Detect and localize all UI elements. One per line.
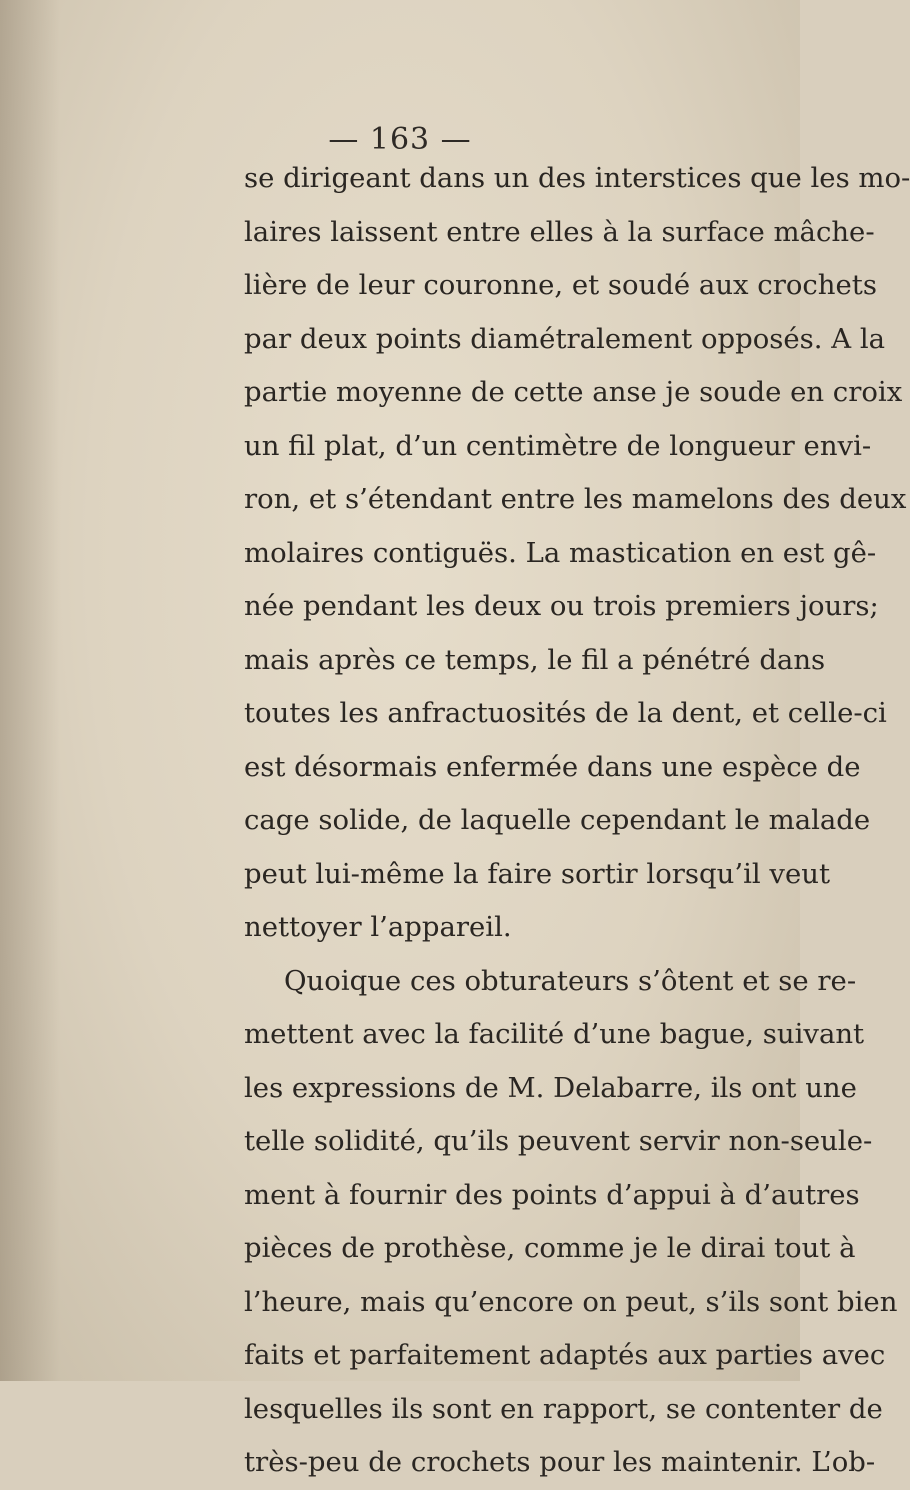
paragraph-start-line: Quoique ces obturateurs s’ôtent et se re-: [284, 964, 857, 997]
text-line: ment à fournir des points d’appui à d’autres: [244, 1178, 860, 1211]
text-line: mais après ce temps, le fil a pénétré dans: [244, 643, 826, 676]
page-number: — 163 —: [328, 122, 472, 157]
text-line: laires laissent entre elles à la surface mâche-: [244, 215, 875, 248]
text-line: un fil plat, d’un centimètre de longueur envi-: [244, 429, 872, 462]
text-line: née pendant les deux ou trois premiers jours;: [244, 590, 879, 622]
body-text: [244, 152, 910, 1490]
text-line: partie moyenne de cette anse je soude en croix: [244, 376, 903, 408]
text-line: nettoyer l’appareil.: [244, 911, 512, 943]
text-line: ron, et s’étendant entre les mamelons des deux: [244, 483, 907, 515]
text-line: cage solide, de laquelle cependant le malade: [244, 804, 871, 836]
text-line: pièces de prothèse, comme je le dirai tout à: [244, 1232, 856, 1264]
text-line: par deux points diamétralement opposés. A la: [244, 322, 886, 355]
text-line: les expressions de M. Delabarre, ils ont une: [244, 1071, 857, 1104]
text-line: telle solidité, qu’ils peuvent servir non-seule-: [244, 1125, 873, 1157]
text-line: faits et parfaitement adaptés aux parties avec: [244, 1339, 886, 1371]
text-line: toutes les anfractuosités de la dent, et celle-ci: [244, 697, 887, 729]
text-line: molaires contiguës. La mastication en est gê-: [244, 536, 877, 569]
text-line: est désormais enfermée dans une espèce de: [244, 750, 861, 783]
text-line: lesquelles ils sont en rapport, se contenter de: [244, 1392, 883, 1425]
text-line: mettent avec la facilité d’une bague, suivant: [244, 1018, 865, 1050]
text-line: peut lui-même la faire sortir lorsqu’il veut: [244, 857, 830, 890]
page-gutter-shadow: [0, 0, 60, 1381]
text-line: lière de leur couronne, et soudé aux crochets: [244, 269, 877, 301]
text-line: l’heure, mais qu’encore on peut, s’ils sont bien: [244, 1285, 898, 1318]
text-line: très-peu de crochets pour les maintenir. L’ob-: [244, 1446, 876, 1478]
text-line: se dirigeant dans un des interstices que les mo-: [244, 162, 910, 194]
